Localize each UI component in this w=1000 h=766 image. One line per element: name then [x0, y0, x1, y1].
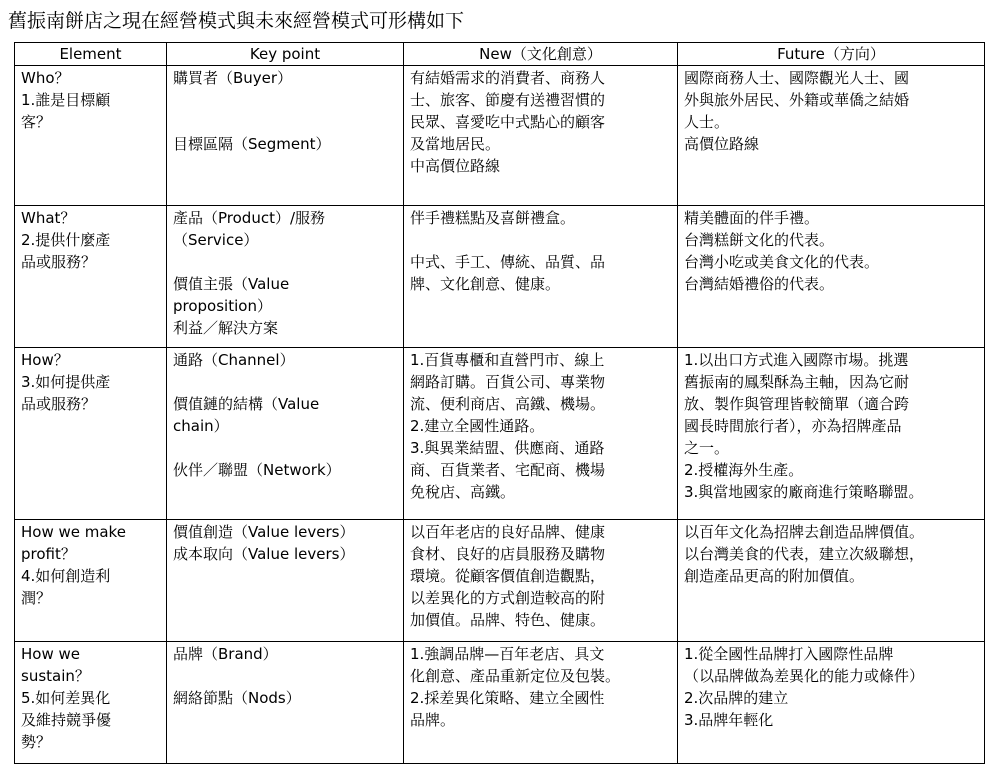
cell-text-line: 及維持競爭優: [21, 711, 112, 729]
cell-text-line: 環境。從顧客價值創造觀點，: [410, 567, 606, 585]
cell-text-line: 加價值。品牌、特色、健康。: [410, 611, 606, 629]
cell-text-line: 民眾、喜愛吃中式點心的顧客: [410, 113, 606, 131]
cell-text-line: 流、便利商店、高鐵、機場。: [410, 395, 606, 413]
row-future-cell: [678, 206, 985, 348]
cell-text-line: Who？: [21, 69, 70, 87]
cell-text-line: 士、旅客、節慶有送禮習慣的: [410, 91, 606, 109]
cell-text-line: 1.從全國性品牌打入國際性品牌: [684, 645, 894, 663]
cell-text-line: 產品（Product）/服務: [173, 209, 326, 227]
row-key-point-cell: [167, 348, 404, 520]
cell-text-line: 放、製作與管理皆較簡單（適合跨: [684, 395, 910, 413]
cell-text-line: 人士。: [684, 113, 730, 131]
cell-text-line: 舊振南的鳳梨酥為主軸，因為它耐: [684, 373, 910, 391]
row-element-cell: [15, 520, 167, 642]
cell-text-line: 3.如何提供產: [21, 373, 111, 391]
row-key-point-cell: [167, 520, 404, 642]
row-new-cell: [404, 520, 678, 642]
cell-text-line: 化創意、產品重新定位及包裝。: [410, 667, 621, 685]
business-model-table: [14, 42, 985, 764]
cell-text-line: 品牌。: [410, 711, 456, 729]
cell-text-line: 及當地居民。: [410, 135, 501, 153]
spacer: [173, 371, 397, 393]
page-title: 舊振南餅店之現在經營模式與未來經營模式可形構如下: [8, 10, 465, 32]
cell-text-line: 價值主張（Value: [173, 275, 290, 293]
row-element-cell: [15, 66, 167, 206]
cell-text-line: 1.百貨專櫃和直營門市、線上: [410, 351, 605, 369]
cell-text-line: 外與旅外居民、外籍或華僑之結婚: [684, 91, 910, 109]
cell-text-line: 價值鏈的結構（Value: [173, 395, 320, 413]
cell-text-line: 2.提供什麼產: [21, 231, 111, 249]
cell-text-line: 潤？: [21, 589, 52, 607]
cell-text-line: 伴手禮糕點及喜餅禮盒。: [410, 209, 576, 227]
table-row: [15, 348, 985, 520]
header-key-point: Key point: [167, 43, 404, 66]
cell-text-line: 勢？: [21, 733, 52, 751]
cell-text-line: 以百年文化為招牌去創造品牌價值。: [684, 523, 925, 541]
cell-text-line: 通路（Channel）: [173, 351, 295, 369]
cell-text-line: 伙伴／聯盟（Network）: [173, 461, 341, 479]
cell-text-line: 台灣小吃或美食文化的代表。: [684, 253, 880, 271]
table-row: [15, 642, 985, 764]
spacer: [173, 89, 397, 111]
row-key-point-cell: [167, 66, 404, 206]
cell-text-line: 中高價位路線: [410, 157, 501, 175]
cell-text-line: 網絡節點（Nods）: [173, 689, 301, 707]
cell-text-line: How we make: [21, 523, 126, 541]
cell-text-line: 3.與異業結盟、供應商、通路: [410, 439, 605, 457]
cell-text-line: 3.品牌年輕化: [684, 711, 774, 729]
cell-text-line: 品或服務？: [21, 253, 97, 271]
cell-text-line: 創造產品更高的附加價值。: [684, 567, 865, 585]
row-new-cell: [404, 206, 678, 348]
cell-text-line: 2.建立全國性通路。: [410, 417, 545, 435]
cell-text-line: 網路訂購。百貨公司、專業物: [410, 373, 606, 391]
cell-text-line: 購買者（Buyer）: [173, 69, 293, 87]
cell-text-line: 4.如何創造利: [21, 567, 111, 585]
row-element-cell: [15, 348, 167, 520]
cell-text-line: 價值創造（Value levers）: [173, 523, 355, 541]
spacer: [410, 229, 671, 251]
cell-text-line: profit？: [21, 545, 76, 563]
table-row: [15, 520, 985, 642]
header-element: Element: [15, 43, 167, 66]
cell-text-line: How we: [21, 645, 80, 663]
cell-text-line: 國長時間旅行者），亦為招牌產品: [684, 417, 902, 435]
cell-text-line: 國際商務人士、國際觀光人士、國: [684, 69, 910, 87]
cell-text-line: 2.授權海外生產。: [684, 461, 804, 479]
spacer: [173, 251, 397, 273]
cell-text-line: 利益／解決方案: [173, 319, 279, 337]
cell-text-line: 高價位路線: [684, 135, 760, 153]
row-new-cell: [404, 348, 678, 520]
header-future: Future（方向）: [678, 43, 985, 66]
row-element-cell: [15, 206, 167, 348]
spacer: [173, 111, 397, 133]
table-row: [15, 206, 985, 348]
header-new: New（文化創意）: [404, 43, 678, 66]
cell-text-line: 客？: [21, 113, 52, 131]
cell-text-line: 免稅店、高鐵。: [410, 483, 516, 501]
row-new-cell: [404, 66, 678, 206]
cell-text-line: 目標區隔（Segment）: [173, 135, 331, 153]
table-header-row: [15, 43, 985, 66]
cell-text-line: 精美體面的伴手禮。: [684, 209, 820, 227]
row-future-cell: [678, 348, 985, 520]
row-new-cell: [404, 642, 678, 764]
cell-text-line: 以百年老店的良好品牌、健康: [410, 523, 606, 541]
cell-text-line: 2.次品牌的建立: [684, 689, 789, 707]
cell-text-line: 以台灣美食的代表，建立次級聯想，: [684, 545, 925, 563]
cell-text-line: 商、百貨業者、宅配商、機場: [410, 461, 606, 479]
cell-text-line: 成本取向（Value levers）: [173, 545, 355, 563]
row-key-point-cell: [167, 206, 404, 348]
cell-text-line: 1.強調品牌—百年老店、具文: [410, 645, 605, 663]
cell-text-line: 3.與當地國家的廠商進行策略聯盟。: [684, 483, 924, 501]
row-future-cell: [678, 520, 985, 642]
spacer: [173, 665, 397, 687]
cell-text-line: proposition）: [173, 297, 272, 315]
table-row: [15, 66, 985, 206]
row-element-cell: [15, 642, 167, 764]
cell-text-line: 1.以出口方式進入國際市場。挑選: [684, 351, 909, 369]
cell-text-line: 台灣結婚禮俗的代表。: [684, 275, 835, 293]
cell-text-line: sustain？: [21, 667, 90, 685]
cell-text-line: 品或服務？: [21, 395, 97, 413]
cell-text-line: 牌、文化創意、健康。: [410, 275, 561, 293]
cell-text-line: 中式、手工、傳統、品質、品: [410, 253, 606, 271]
cell-text-line: 品牌（Brand）: [173, 645, 278, 663]
row-future-cell: [678, 642, 985, 764]
row-future-cell: [678, 66, 985, 206]
cell-text-line: 1.誰是目標顧: [21, 91, 111, 109]
cell-text-line: 食材、良好的店員服務及購物: [410, 545, 606, 563]
cell-text-line: 2.採差異化策略、建立全國性: [410, 689, 605, 707]
cell-text-line: （以品牌做為差異化的能力或條件）: [684, 667, 925, 685]
cell-text-line: How？: [21, 351, 69, 369]
cell-text-line: 5.如何差異化: [21, 689, 111, 707]
row-key-point-cell: [167, 642, 404, 764]
spacer: [173, 437, 397, 459]
cell-text-line: 以差異化的方式創造較高的附: [410, 589, 606, 607]
cell-text-line: What？: [21, 209, 76, 227]
cell-text-line: （Service）: [173, 231, 259, 249]
cell-text-line: 之一。: [684, 439, 730, 457]
cell-text-line: chain）: [173, 417, 229, 435]
cell-text-line: 台灣糕餅文化的代表。: [684, 231, 835, 249]
cell-text-line: 有結婚需求的消費者、商務人: [410, 69, 606, 87]
